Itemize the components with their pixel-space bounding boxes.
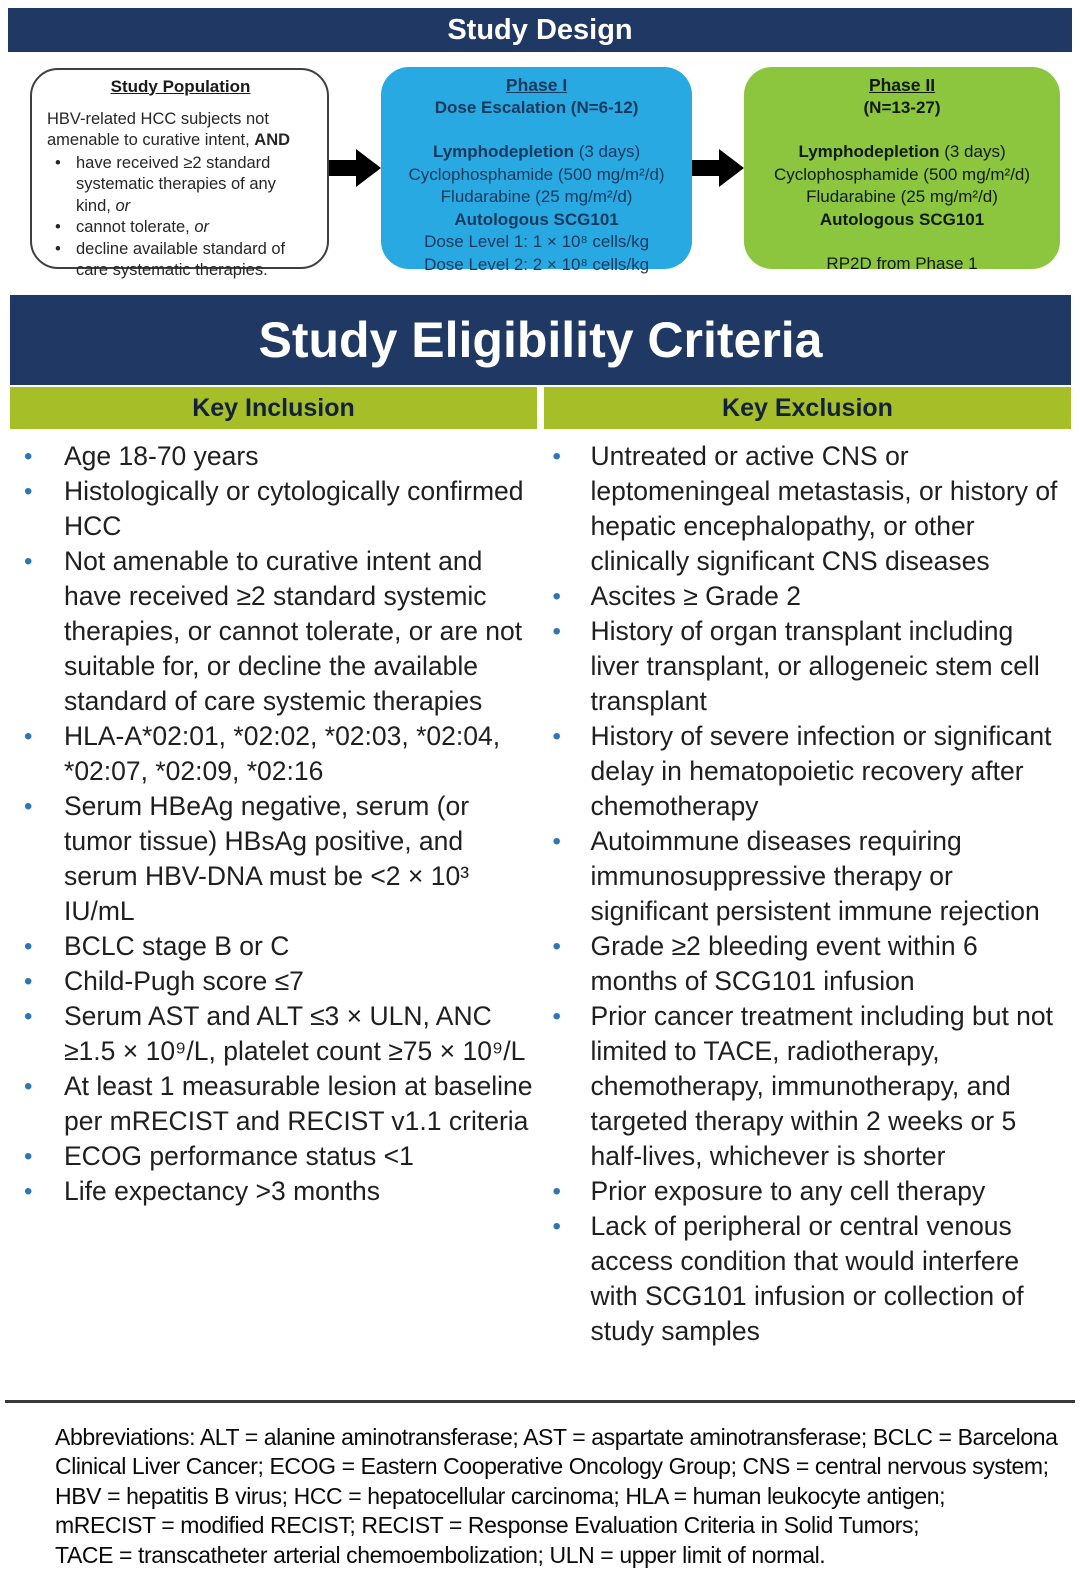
phase2-lymphodepletion: Lymphodepletion (3 days) [798,142,1006,161]
phase1-dose-level-2: Dose Level 2: 2 × 10⁸ cells/kg [424,254,650,274]
abbrev-line: mRECIST = modified RECIST; RECIST = Response Evaluation Criteria in Solid Tumors; [55,1512,920,1538]
study-population-box [30,68,329,279]
eligibility-title: Study Eligibility Criteria [258,312,823,368]
phase1-autologous: Autologous SCG101 [454,209,619,229]
arrow-right-icon [329,149,381,187]
abbrev-line: Clinical Liver Cancer; ECOG = Eastern Cooperative Oncology Group; CNS = central nervous system; [55,1453,1049,1479]
inclusion-column [10,436,541,1400]
phase2-box [744,67,1060,273]
flow-diagram [30,65,1060,279]
phase2-rp2d: RP2D from Phase 1 [826,254,978,273]
exclusion-item: • Prior cancer treatment including but not limited to TACE, radiotherapy, chemotherapy, immunotherapy, and targeted therapy within 2 weeks or 5 half-lives, whichever is shorter [541,999,1072,1174]
inclusion-item: • Serum HBeAg negative, serum (or tumor tissue) HBsAg positive, and serum HBV-DNA must be <2 × 10³ IU/mL [10,789,541,929]
arrow-right-icon [692,149,744,187]
exclusion-item: • History of organ transplant including liver transplant, or allogeneic stem cell transplant [541,614,1072,719]
population-bullet: • cannot tolerate, or [47,217,314,239]
population-intro-text: HBV-related HCC subjects not amenable to curative intent, [47,109,269,149]
exclusion-item: • Lack of peripheral or central venous access condition that would interfere with SCG101 infusion or collection of study samples [541,1209,1072,1349]
phase1-title: Phase I [505,75,568,95]
study-design-title: Study Design [447,13,633,46]
exclusion-list [541,439,1072,1349]
exclusion-column [541,436,1072,1400]
exclusion-item: • Autoimmune diseases requiring immunosuppressive therapy or significant persistent immune rejection [541,824,1072,929]
phase1-subtitle: Dose Escalation (N=6-12) [434,98,639,117]
phase1-lymphodepletion: Lymphodepletion (3 days) [432,142,641,161]
criteria-column-headers [10,387,1071,429]
footer-divider [5,1400,1075,1403]
abbrev-line: HBV = hepatitis B virus; HCC = hepatocellular carcinoma; HLA = human leukocyte antigen; [55,1482,946,1509]
exclusion-item: • Grade ≥2 bleeding event within 6 months of SCG101 infusion [541,929,1072,999]
study-population-intro [47,109,314,152]
inclusion-item: • Serum AST and ALT ≤3 × ULN, ANC ≥1.5 × 10⁹/L, platelet count ≥75 × 10⁹/L [10,999,541,1069]
inclusion-item: • Not amenable to curative intent and have received ≥2 standard systemic therapies, or cannot tolerate, or are not suitable for, or decline the available standard of care systemic therapies [10,544,541,719]
inclusion-item: • Histologically or cytologically confirmed HCC [10,474,541,544]
inclusion-item: • Child-Pugh score ≤7 [10,964,541,999]
phase1-box [381,67,692,274]
inclusion-item: • Age 18-70 years [10,439,541,474]
inclusion-item: • HLA-A*02:01, *02:02, *02:03, *02:04, *02:07, *02:09, *02:16 [10,719,541,789]
abbreviations-note [55,1423,1060,1570]
phase2-subtitle: (N=13-27) [863,98,941,117]
eligibility-banner [10,295,1071,385]
phase1-fludarabine: Fludarabine (25 mg/m²/d) [440,187,633,206]
phase1-dose-level-1: Dose Level 1: 1 × 10⁸ cells/kg [424,232,650,251]
study-population-bullets [47,153,314,282]
phase2-fludarabine: Fludarabine (25 mg/m²/d) [806,187,998,206]
study-population-body [47,109,314,282]
key-inclusion-header: Key Inclusion [10,387,537,429]
inclusion-item: • At least 1 measurable lesion at baseline per mRECIST and RECIST v1.1 criteria [10,1069,541,1139]
criteria-body [10,436,1071,1400]
study-population-title: Study Population [110,76,251,96]
population-intro-bold: AND [254,131,291,149]
exclusion-item: • Prior exposure to any cell therapy [541,1174,1072,1209]
inclusion-item: • ECOG performance status <1 [10,1139,541,1174]
population-bullet: • decline available standard of care systematic therapies. [47,239,314,282]
exclusion-item: • Ascites ≥ Grade 2 [541,579,1072,614]
inclusion-item: • Life expectancy >3 months [10,1174,541,1209]
inclusion-list [10,439,541,1209]
exclusion-item: • History of severe infection or significant delay in hematopoietic recovery after chemotherapy [541,719,1072,824]
population-bullet: • have received ≥2 standard systematic therapies of any kind, or [47,153,314,218]
phase2-title: Phase II [868,75,936,95]
abbrev-line: Abbreviations: ALT = alanine aminotransferase; AST = aspartate aminotransferase; BCLC = Barcelona [55,1423,1058,1450]
phase2-autologous: Autologous SCG101 [819,209,985,229]
abbrev-line: TACE = transcatheter arterial chemoembolization; ULN = upper limit of normal. [55,1541,826,1568]
phase2-cyclophosphamide: Cyclophosphamide (500 mg/m²/d) [773,164,1031,184]
key-exclusion-header: Key Exclusion [544,387,1071,429]
exclusion-item: • Untreated or active CNS or leptomeningeal metastasis, or history of hepatic encephalopathy, or other clinically significant CNS diseases [541,439,1072,579]
study-design-header [8,8,1072,52]
phase1-cyclophosphamide: Cyclophosphamide (500 mg/m²/d) [408,164,665,184]
inclusion-item: • BCLC stage B or C [10,929,541,964]
